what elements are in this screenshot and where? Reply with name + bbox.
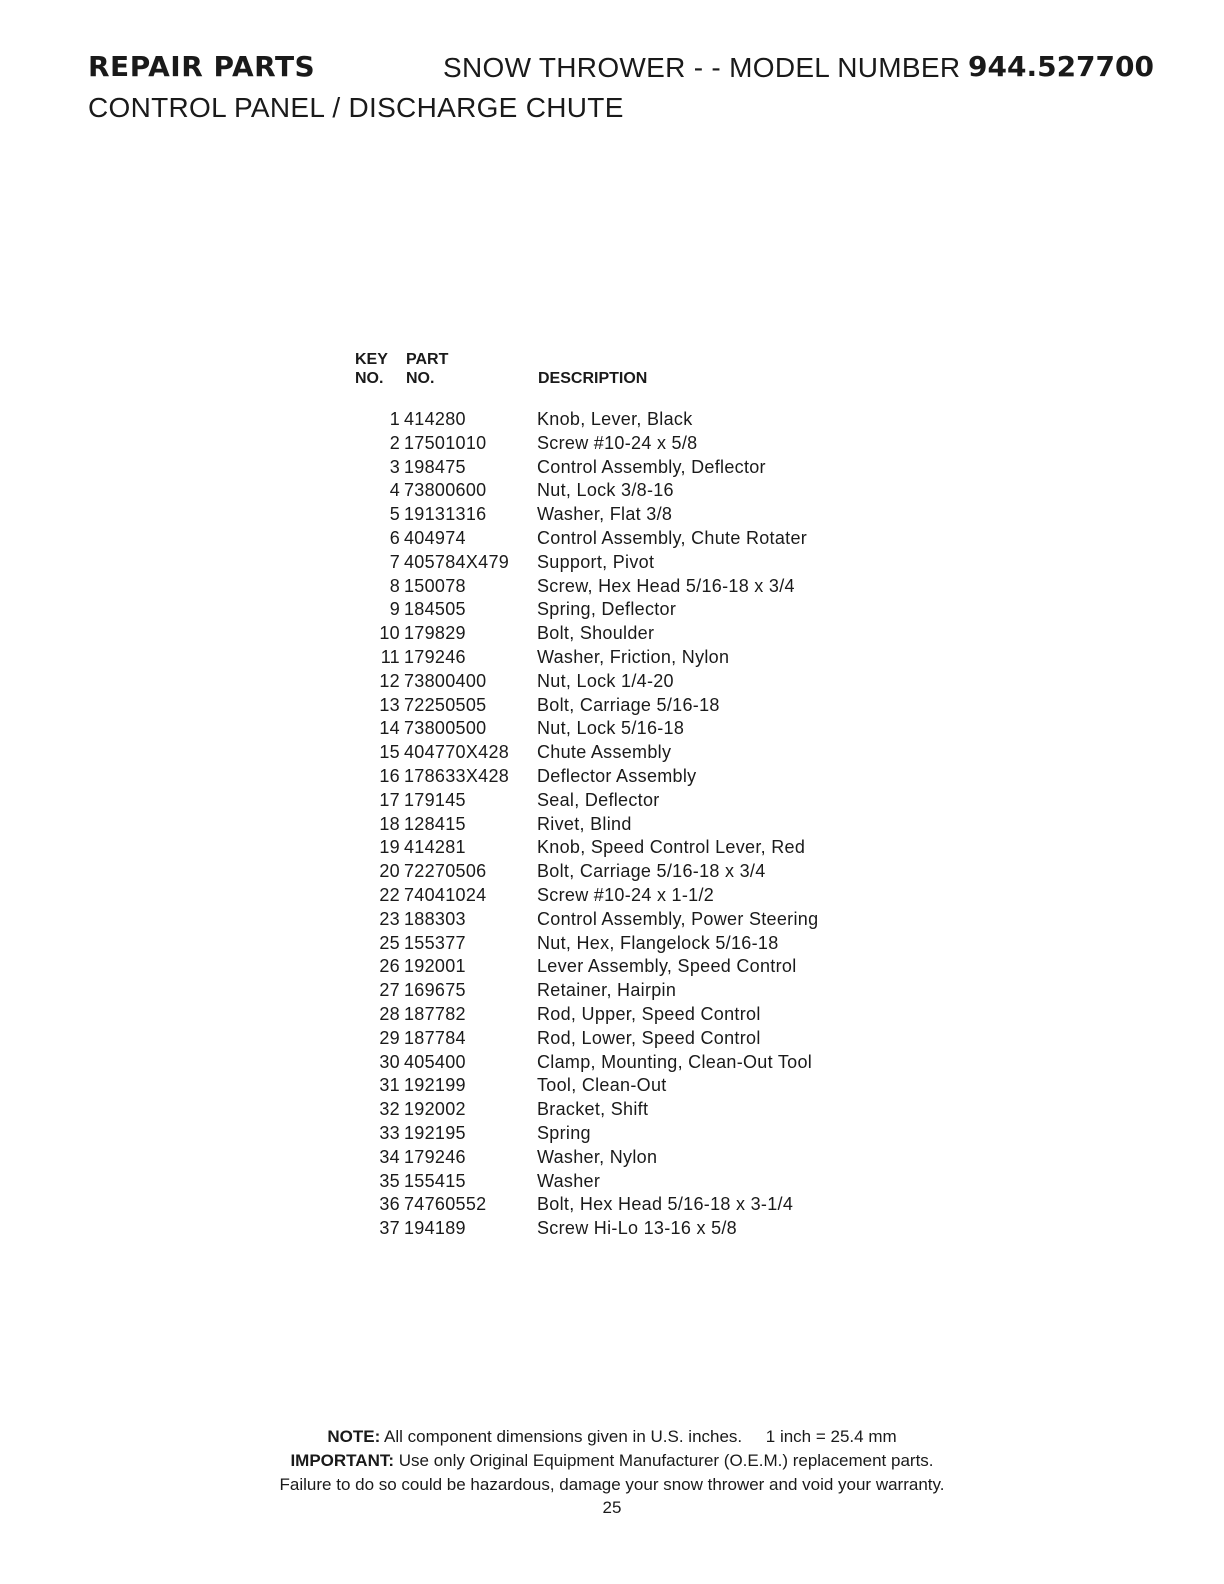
description-cell: Control Assembly, Deflector [537,456,766,477]
part-number-cell: 414281 [404,837,466,858]
column-header-part-line1: PART [406,351,449,368]
column-header-part-line2: NO. [406,370,435,387]
part-number-cell: 178633X428 [404,765,510,786]
description-cell: Screw #10-24 x 1-1/2 [537,884,715,905]
table-row [340,527,900,551]
key-cell: 18 [379,813,400,834]
part-number-cell: 187782 [404,1003,466,1024]
table-row [340,789,900,813]
key-cell: 6 [389,527,400,548]
table-row [340,1003,900,1027]
description-cell: Rivet, Blind [537,813,632,834]
page-number: 25 [602,1498,622,1517]
table-row [340,908,900,932]
description-cell: Bolt, Carriage 5/16-18 x 3/4 [537,861,766,882]
table-row [340,456,900,480]
key-cell: 12 [379,670,400,691]
note-text: All component dimensions given in U.S. inches. 1 inch = 25.4 mm [384,1427,897,1446]
table-row [340,884,900,908]
table-row [340,741,900,765]
description-cell: Tool, Clean-Out [537,1075,667,1096]
description-cell: Rod, Lower, Speed Control [537,1027,761,1048]
key-cell: 27 [379,980,400,1001]
part-number-cell: 187784 [404,1027,466,1048]
table-row [340,575,900,599]
part-number-cell: 169675 [404,980,466,1001]
description-cell: Washer, Flat 3/8 [537,504,673,525]
description-cell: Nut, Lock 5/16-18 [537,718,685,739]
key-cell: 23 [379,908,400,929]
footer-warning: Failure to do so could be hazardous, damage your snow thrower and void your warranty. [279,1475,945,1494]
table-row [340,1051,900,1075]
part-number-cell: 72250505 [404,694,487,715]
key-cell: 3 [389,456,400,477]
column-header-key-line2: NO. [355,370,384,387]
key-cell: 16 [379,765,400,786]
table-row [340,1217,900,1241]
part-number-cell: 405784X479 [404,551,510,572]
header-product-title: SNOW THROWER - - MODEL NUMBER [443,52,961,83]
table-row [340,932,900,956]
part-number-cell: 17501010 [404,432,487,453]
description-cell: Seal, Deflector [537,789,660,810]
key-cell: 34 [379,1146,400,1167]
table-row [340,1146,900,1170]
description-cell: Washer, Nylon [537,1146,658,1167]
description-cell: Chute Assembly [537,742,672,763]
description-cell: Rod, Upper, Speed Control [537,1003,761,1024]
description-cell: Screw, Hex Head 5/16-18 x 3/4 [537,575,795,596]
part-number-cell: 192001 [404,956,466,977]
description-cell: Washer [537,1170,601,1191]
part-number-cell: 73800500 [404,718,487,739]
footer-note [0,1427,1224,1447]
part-number-cell: 179246 [404,646,466,667]
table-row [340,1170,900,1194]
part-number-cell: 188303 [404,908,466,929]
key-cell: 9 [389,599,400,620]
key-cell: 2 [389,432,400,453]
table-row [340,1074,900,1098]
table-row [340,1098,900,1122]
description-cell: Bolt, Hex Head 5/16-18 x 3-1/4 [537,1194,794,1215]
description-cell: Bolt, Shoulder [537,623,655,644]
table-row [340,717,900,741]
table-row [340,670,900,694]
part-number-cell: 179829 [404,623,466,644]
description-cell: Nut, Lock 3/8-16 [537,480,674,501]
table-row [340,979,900,1003]
description-cell: Bolt, Carriage 5/16-18 [537,694,720,715]
description-cell: Nut, Hex, Flangelock 5/16-18 [537,932,779,953]
part-number-cell: 73800400 [404,670,487,691]
key-cell: 7 [389,551,400,572]
key-cell: 36 [379,1194,400,1215]
part-number-cell: 74041024 [404,884,487,905]
important-text: Use only Original Equipment Manufacturer (O.E.M.) replacement parts. [398,1451,934,1470]
key-cell: 37 [379,1218,400,1239]
table-row [340,813,900,837]
key-cell: 31 [379,1075,400,1096]
part-number-cell: 192195 [404,1122,466,1143]
note-label: NOTE: [327,1427,381,1446]
part-number-cell: 192199 [404,1075,466,1096]
table-row [340,694,900,718]
header-section-title: REPAIR PARTS [88,50,316,83]
column-header-key [355,350,388,388]
description-cell: Screw Hi-Lo 13-16 x 5/8 [537,1218,737,1239]
key-cell: 15 [379,742,400,763]
part-number-cell: 405400 [404,1051,466,1072]
key-cell: 28 [379,1003,400,1024]
key-cell: 10 [379,623,400,644]
header-model-number: 944.527700 [968,50,1154,83]
key-cell: 8 [389,575,400,596]
key-cell: 14 [379,718,400,739]
table-row [340,479,900,503]
footer-important [0,1451,1224,1471]
table-row [340,1193,900,1217]
description-cell: Control Assembly, Chute Rotater [537,527,808,548]
part-number-cell: 194189 [404,1218,466,1239]
table-row [340,860,900,884]
table-row [340,1122,900,1146]
key-cell: 26 [379,956,400,977]
part-number-cell: 179246 [404,1146,466,1167]
description-cell: Bracket, Shift [537,1099,649,1120]
part-number-cell: 155377 [404,932,466,953]
description-cell: Lever Assembly, Speed Control [537,956,797,977]
description-cell: Deflector Assembly [537,765,697,786]
key-cell: 20 [379,861,400,882]
description-cell: Clamp, Mounting, Clean-Out Tool [537,1051,813,1072]
description-cell: Washer, Friction, Nylon [537,646,730,667]
key-cell: 13 [379,694,400,715]
key-cell: 5 [389,504,400,525]
key-cell: 4 [389,480,400,501]
description-cell: Spring [537,1122,591,1143]
table-row [340,646,900,670]
table-row [340,503,900,527]
description-cell: Knob, Speed Control Lever, Red [537,837,806,858]
part-number-cell: 19131316 [404,504,487,525]
table-row [340,836,900,860]
part-number-cell: 192002 [404,1099,466,1120]
column-header-key-line1: KEY [355,351,388,368]
key-cell: 17 [379,789,400,810]
key-cell: 11 [380,646,400,667]
description-cell: Support, Pivot [537,551,655,572]
important-label: IMPORTANT: [290,1451,395,1470]
table-row [340,432,900,456]
key-cell: 29 [379,1027,400,1048]
key-cell: 22 [379,884,400,905]
table-row [340,1027,900,1051]
key-cell: 35 [379,1170,400,1191]
description-cell: Control Assembly, Power Steering [537,908,819,929]
key-cell: 25 [379,932,400,953]
part-number-cell: 72270506 [404,861,487,882]
key-cell: 1 [389,409,400,429]
table-row [340,955,900,979]
description-cell: Spring, Deflector [537,599,677,620]
parts-table [340,408,900,1241]
part-number-cell: 150078 [404,575,466,596]
part-number-cell: 74760552 [404,1194,487,1215]
description-cell: Knob, Lever, Black [537,409,693,429]
table-row [340,765,900,789]
key-cell: 33 [379,1122,400,1143]
description-cell: Retainer, Hairpin [537,980,677,1001]
part-number-cell: 404770X428 [404,742,510,763]
page-subtitle: CONTROL PANEL / DISCHARGE CHUTE [88,92,624,123]
part-number-cell: 198475 [404,456,466,477]
part-number-cell: 184505 [404,599,466,620]
key-cell: 30 [379,1051,400,1072]
table-row [340,408,900,432]
part-number-cell: 179145 [404,789,466,810]
key-cell: 32 [379,1099,400,1120]
column-header-part [406,350,448,388]
table-row [340,598,900,622]
part-number-cell: 128415 [404,813,466,834]
part-number-cell: 414280 [404,409,466,429]
table-row [340,622,900,646]
part-number-cell: 404974 [404,527,466,548]
column-header-description: DESCRIPTION [538,370,648,387]
description-cell: Nut, Lock 1/4-20 [537,670,674,691]
part-number-cell: 155415 [404,1170,466,1191]
description-cell: Screw #10-24 x 5/8 [537,432,698,453]
part-number-cell: 73800600 [404,480,487,501]
table-row [340,551,900,575]
key-cell: 19 [379,837,400,858]
